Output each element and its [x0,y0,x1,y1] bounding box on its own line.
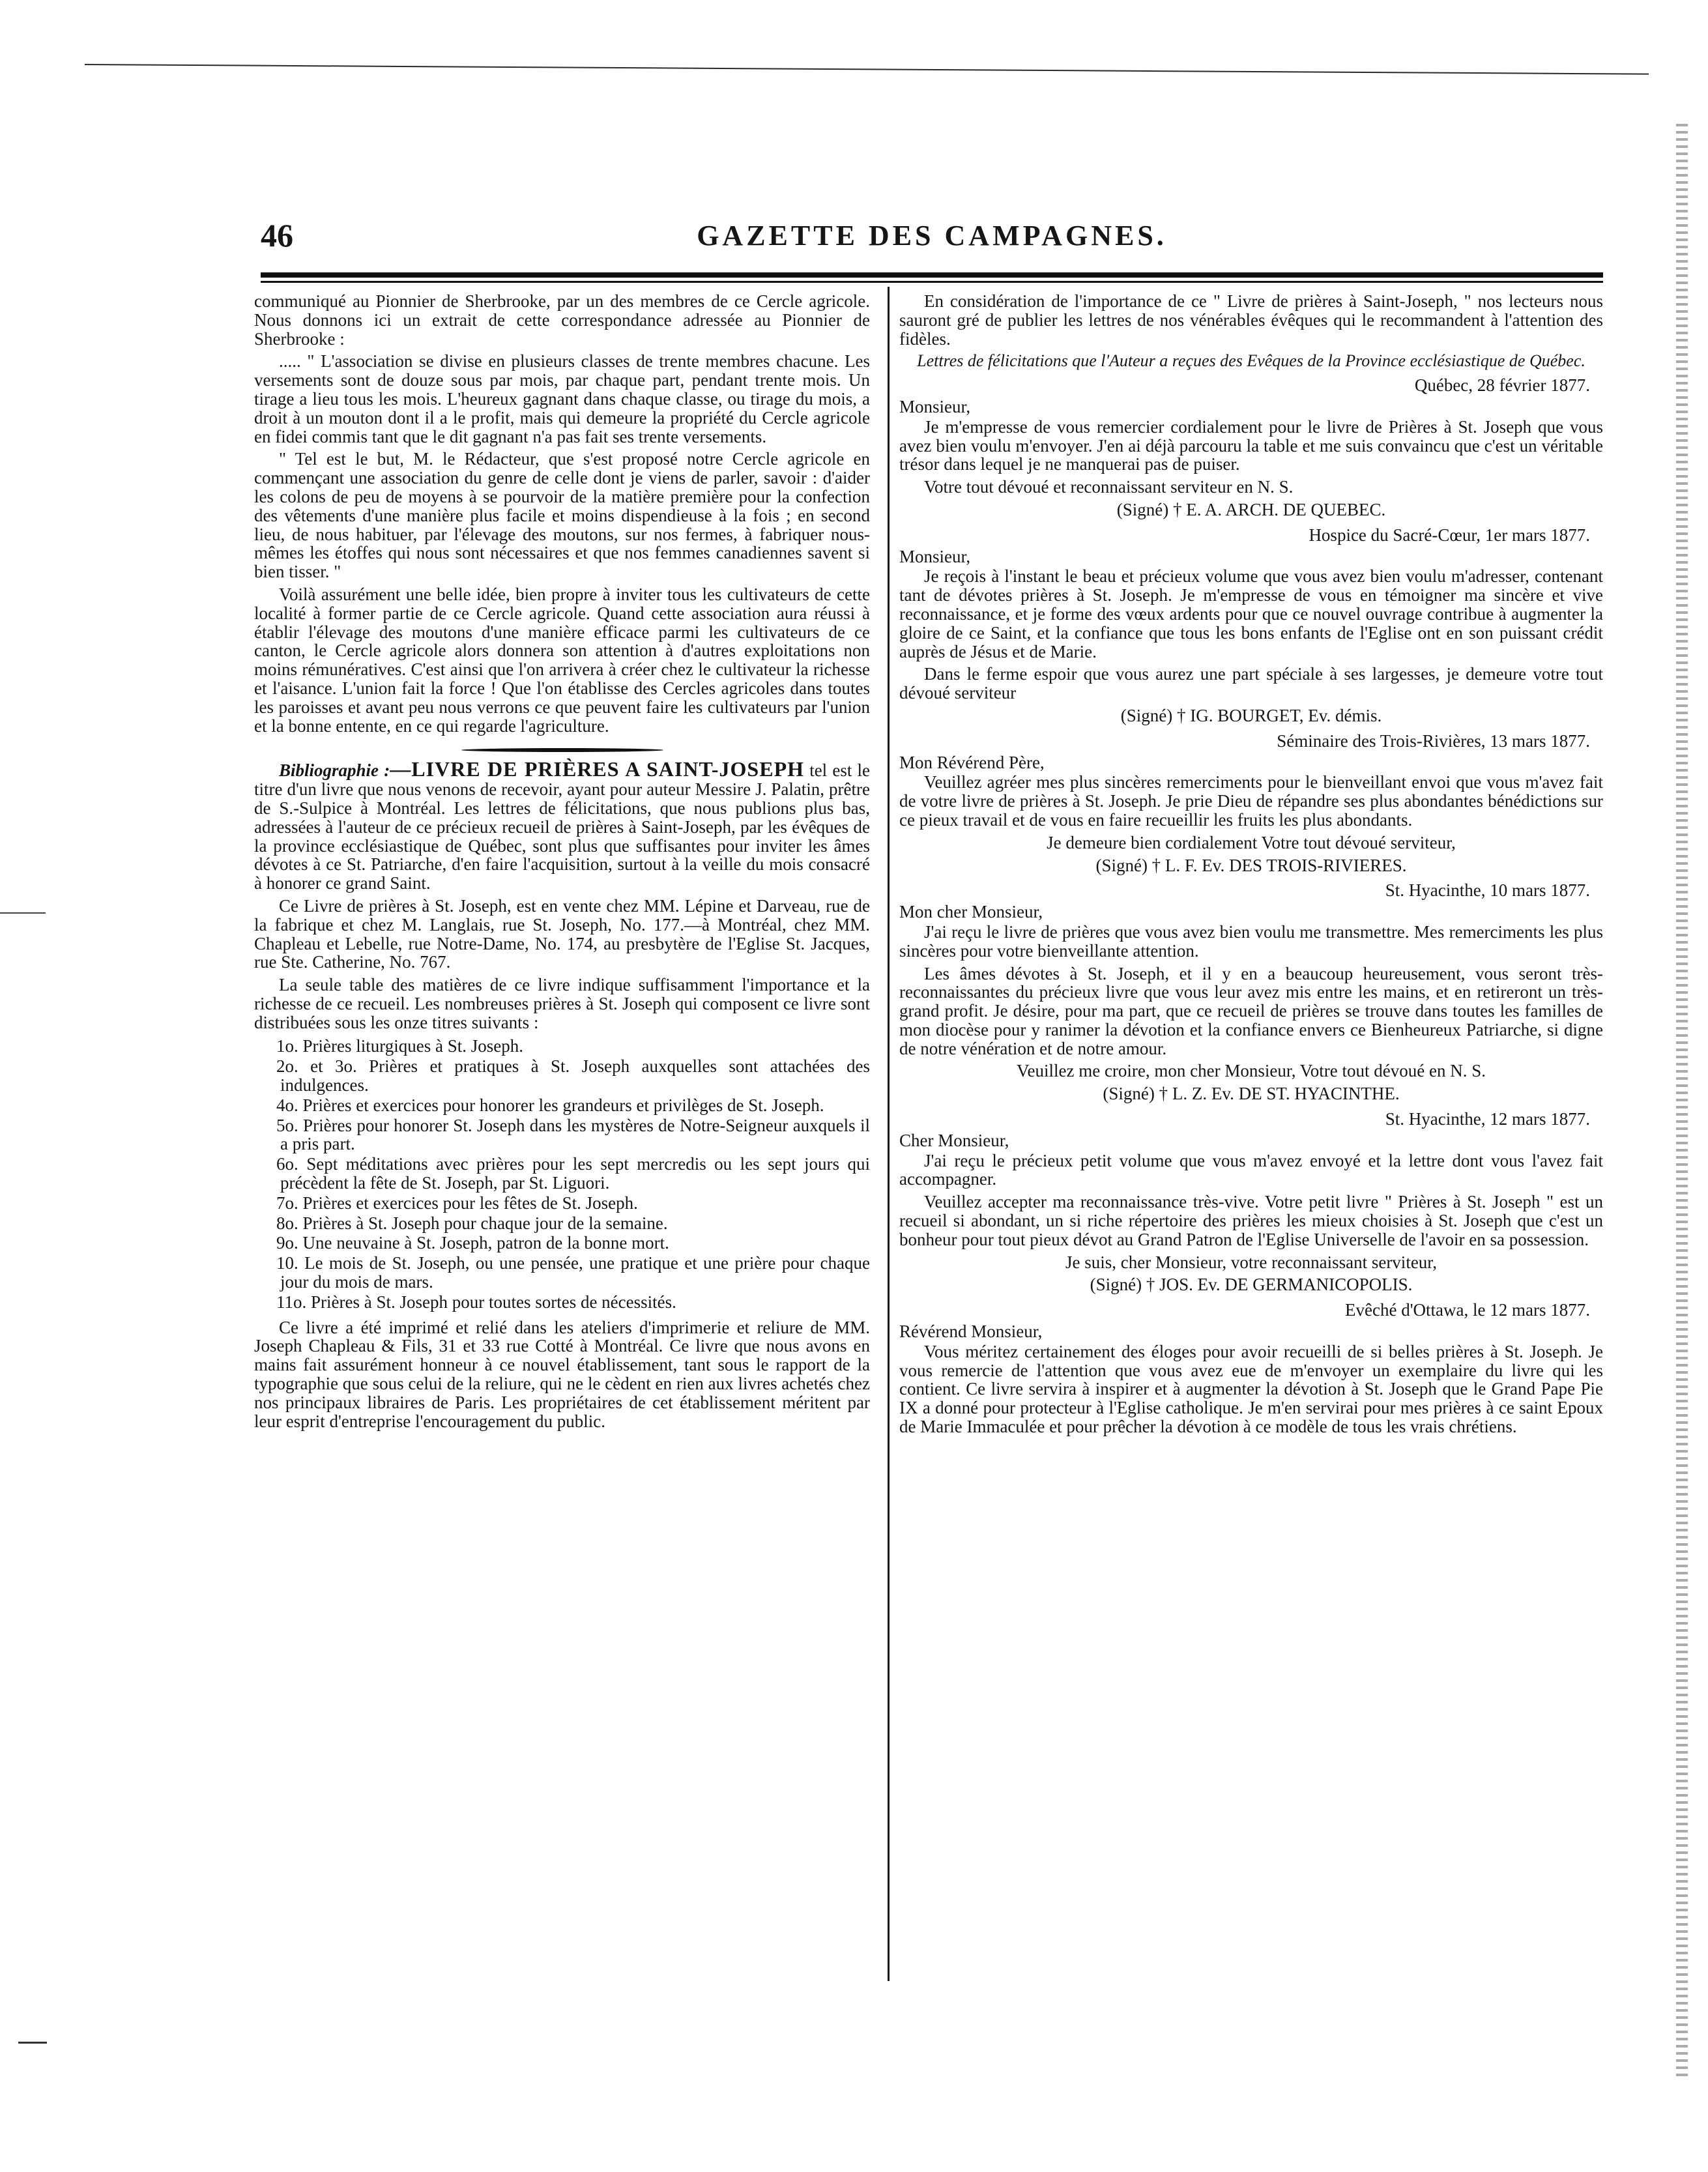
dateline: Québec, 28 février 1877. [1414,375,1590,396]
letter-closing: Veuillez me croire, mon cher Monsieur, Votre tout dévoué en N. S. [1017,1061,1486,1081]
book-title: —LIVRE DE PRIÈRES A SAINT-JOSEPH [390,757,805,781]
letter-body: Je reçois à l'instant le beau et précieux volume que vous avez bien voulu m'adresser, contenant tant de dévotes prières à St. Joseph. Je m'empresse de vous en témoigner ma sincère et vive reconnaissance, et je forme des vœux ardents pour que ce nouvel ouvrage contribue à augmenter la gloire de ce Saint, et la confiance que tous les bons enfants de l'Eglise ont en son puissant crédit auprès de Jésus et de Marie. [899,566,1603,661]
paragraph: communiqué au Pionnier de Sherbrooke, par un des membres de ce Cercle agricole. Nous donnons ici un extrait de cette correspondance adressée au Pionnier de Sherbrooke : [254,291,870,349]
letter-body: J'ai reçu le précieux petit volume que vous m'avez envoyé et la lettre dont vous l'avez fait accompagner. [899,1150,1603,1189]
bibliography-intro [254,757,871,893]
list-item: 7o. Prières et exercices pour les fêtes de St. Joseph. [276,1193,638,1213]
letter-closing: Je demeure bien cordialement Votre tout dévoué serviteur, [1047,832,1456,852]
signature: (Signé) † L. F. Ev. DES TROIS-RIVIERES. [1095,855,1407,875]
section-separator [461,748,663,752]
dateline: St. Hyacinthe, 10 mars 1877. [1385,880,1590,901]
letter [899,1301,1603,1436]
page-number: 46 [261,217,293,253]
signature: (Signé) † L. Z. Ev. DE ST. HYACINTHE. [1103,1084,1400,1104]
right-column [899,292,1603,1443]
list-item: 11o. Prières à St. Joseph pour toutes sortes de nécessités. [276,1292,676,1312]
list-item: 8o. Prières à St. Joseph pour chaque jour de la semaine. [276,1213,668,1233]
letter-body: J'ai reçu le livre de prières que vous avez bien voulu me transmettre. Mes remerciments les plus sincères pour votre bienveillante attention. [899,921,1603,961]
letter [899,881,1603,1103]
letter [899,526,1603,725]
header-rule [261,272,1603,283]
salutation: Mon Révérend Père, [899,752,1045,772]
letter [899,732,1603,875]
letter-body: Veuillez accepter ma reconnaissance très-vive. Votre petit livre " Prières à St. Joseph " est un recueil si abondant, un si riche répertoire des prières les mieux choisies à St. Joseph que c'est un bonheur pour tout pieux dévot au Grand Patron de l'Eglise Universelle de l'avoir en sa possession. [899,1192,1603,1249]
scan-edge-rule [85,64,1649,75]
margin-mark [0,912,46,914]
letter-body: Les âmes dévotes à St. Joseph, et il y en a beaucoup heureusement, vous seront très-reconnaissantes du précieux livre que vous leur avez mis entre les mains, et en retireront un très-grand profit. Je désire, pour ma part, que ce recueil de prières se trouve dans toutes les familles de mon diocèse pour y ranimer la dévotion et la confiance envers ce Bienheureux Patriarche, si digne de notre vénération et de notre amour. [899,963,1603,1058]
list-item: 1o. Prières liturgiques à St. Joseph. [276,1036,523,1056]
list-item: 4o. Prières et exercices pour honorer les grandeurs et privilèges de St. Joseph. [276,1095,824,1115]
paragraph: Voilà assurément une belle idée, bien propre à inviter tous les cultivateurs de cette localité à former partie de ce Cercle agricole. Quand cette association aura réussi à établir l'élevage des moutons d'une manière efficace parmi les cultivateurs de ce canton, le Cercle agricole alors donnera son attention à d'autres exploitations non moins rémunératives. C'est ainsi que l'on arrivera à créer chez le cultivateur la richesse et l'aisance. L'union fait la force ! Que l'on établisse des Cercles agricoles dans toutes les paroisses et avant peu nous verrons ce que peuvent faire les cultivateurs par l'union et la bonne entente, en ce qui regarde l'agriculture. [254,584,870,736]
bibliography-label: Bibliographie : [279,760,390,781]
letter [899,1110,1603,1294]
contents-list [254,1037,870,1311]
signature: (Signé) † IG. BOURGET, Ev. démis. [1120,705,1382,725]
salutation: Monsieur, [899,546,971,566]
letter-body: Vous méritez certainement des éloges pour avoir recueilli de si belles prières à St. Joseph. Je vous remercie de l'attention que vous avez eue de m'envoyer un exemplaire du livre qui les contient. Ce livre servira à inspirer et à augmenter la dévotion à St. Joseph que le Grand Pape Pie IX a donné pour protecteur à l'Eglise catholique. Je m'en servirai pour mes prières à ce saint Epoux de Marie Immaculée et pour prêcher la dévotion à ce modèle de tous les vrais chrétiens. [899,1341,1603,1437]
list-item: 2o. et 3o. Prières et pratiques à St. Joseph auxquelles sont attachées des indulgences. [276,1056,870,1095]
left-column [254,292,870,1434]
paragraph: La seule table des matières de ce livre indique suffisamment l'importance et la richesse de ce recueil. Les nombreuses prières à St. Joseph qui composent ce livre sont distribuées sous les onze titres suivants : [254,975,870,1032]
paragraph: " Tel est le but, M. le Rédacteur, que s'est proposé notre Cercle agricole en commençant une association du genre de celle dont je viens de parler, savoir : d'aider les colons de peu de moyens à se pourvoir de la matière première pour la confection des vêtements d'une manière plus facile et moins dispendieuse à la fois ; en second lieu, de nous habituer, par l'élevage des moutons, sur nos fermes, à fabriquer nous-mêmes les étoffes qui nous sont nécessaires et que nos femmes canadiennes savent si bien tisser. " [254,449,870,582]
salutation: Cher Monsieur, [899,1130,1009,1150]
paragraph: ..... " L'association se divise en plusieurs classes de trente membres chacune. Les versements sont de douze sous par mois, par chaque part, pendant trente mois. Un tirage a lieu tous les mois. L'heureux gagnant dans chaque classe, ou tirage du mois, a droit à un mouton dont il a le profit, mais qui demeure la propriété du Cercle agricole en fidei commis tant que le dit gagnant n'a pas fait ses trente versements. [254,351,870,446]
letters-intro: En considération de l'importance de ce " Livre de prières à Saint-Joseph, " nos lecteurs nous sauront gré de publier les lettres de nos vénérables évêques qui le recommandent à l'attention des fidèles. [899,291,1603,349]
list-item: 5o. Prières pour honorer St. Joseph dans les mystères de Notre-Seigneur auxquels il a pris part. [276,1115,870,1154]
margin-mark-bottom [18,2042,47,2044]
page-title: GAZETTE DES CAMPAGNES. [697,220,1167,252]
scan-binding-edge [1676,124,1688,2079]
bibliography-text: tel est le titre d'un livre que nous venons de recevoir, ayant pour auteur Messire J. Palatin, prêtre de S.-Sulpice à Montréal. Les lettres de félicitations, que nous publions plus bas, adressées à l'auteur de ce précieux recueil de prières à Saint-Joseph, par les évêques de la province ecclésiastique de Québec, sont plus que suffisantes pour inviter les âmes dévotes à ce St. Patriarche, d'en faire l'acquisition, surtout à la veille du mois consacré à honorer ce grand Saint. [254,760,871,893]
dateline: Hospice du Sacré-Cœur, 1er mars 1877. [1309,525,1590,545]
list-item: 6o. Sept méditations avec prières pour les sept mercredis ou les sept jours qui précèdent la fête de St. Joseph, par St. Liguori. [276,1154,870,1193]
paragraph: Ce livre a été imprimé et relié dans les ateliers d'imprimerie et reliure de MM. Joseph Chapleau & Fils, 31 et 33 rue Cotté à Montréal. Ce livre que nous avons en mains fait assurément honneur à ce nouvel établissement, tant sous le rapport de la typographie que sous celui de la reliure, qui ne le cèdent en rien aux livres achetés chez nos principaux libraires de Paris. Les propriétaires de cet établissement méritent par leur esprit d'entreprise l'encouragement du public. [254,1317,870,1431]
letters-heading: Lettres de félicitations que l'Auteur a reçues des Evêques de la Province ecclésiastique de Québec. [917,351,1585,371]
masthead [261,210,1603,262]
salutation: Monsieur, [899,396,971,416]
dateline: St. Hyacinthe, 12 mars 1877. [1385,1109,1590,1129]
letter-body: Je m'empresse de vous remercier cordialement pour le livre de Prières à St. Joseph que vous avez bien voulu m'envoyer. J'en ai déjà parcouru la table et me suis convaincu que c'est un véritable trésor dans lequel je ne manquerai pas de puiser. [899,416,1603,474]
letter [899,376,1603,519]
letter-closing: Je suis, cher Monsieur, votre reconnaissant serviteur, [1065,1252,1437,1272]
signature: (Signé) † JOS. Ev. DE GERMANICOPOLIS. [1090,1275,1413,1295]
paragraph: Ce Livre de prières à St. Joseph, est en vente chez MM. Lépine et Darveau, rue de la fabrique et chez M. Langlais, rue St. Joseph, No. 177.—à Montréal, chez MM. Chapleau et Lebelle, rue Notre-Dame, No. 174, au presbytère de l'Eglise St. Jacques, rue Ste. Catherine, No. 767. [254,895,870,972]
list-item: 9o. Une neuvaine à St. Joseph, patron de la bonne mort. [276,1233,669,1253]
salutation: Révérend Monsieur, [899,1322,1043,1342]
salutation: Mon cher Monsieur, [899,902,1043,922]
letter-body: Dans le ferme espoir que vous aurez une part spéciale à ses largesses, je demeure votre tout dévoué serviteur [899,664,1603,703]
signature: (Signé) † E. A. ARCH. DE QUEBEC. [1116,499,1386,519]
letter-body: Veuillez agréer mes plus sincères remerciments pour le bienveillant envoi que vous m'avez fait de votre livre de prières à St. Joseph. Je prie Dieu de répandre ses plus abondantes bénédictions sur ce pieux travail et de vous en faire recueillir les fruits les plus abondants. [899,772,1603,830]
letter-closing: Votre tout dévoué et reconnaissant serviteur en N. S. [924,477,1294,497]
dateline: Séminaire des Trois-Rivières, 13 mars 1877. [1277,731,1590,751]
list-item: 10. Le mois de St. Joseph, ou une pensée, une pratique et une prière pour chaque jour du mois de mars. [276,1253,870,1292]
column-divider [888,287,890,1981]
dateline: Evêché d'Ottawa, le 12 mars 1877. [1345,1300,1590,1320]
